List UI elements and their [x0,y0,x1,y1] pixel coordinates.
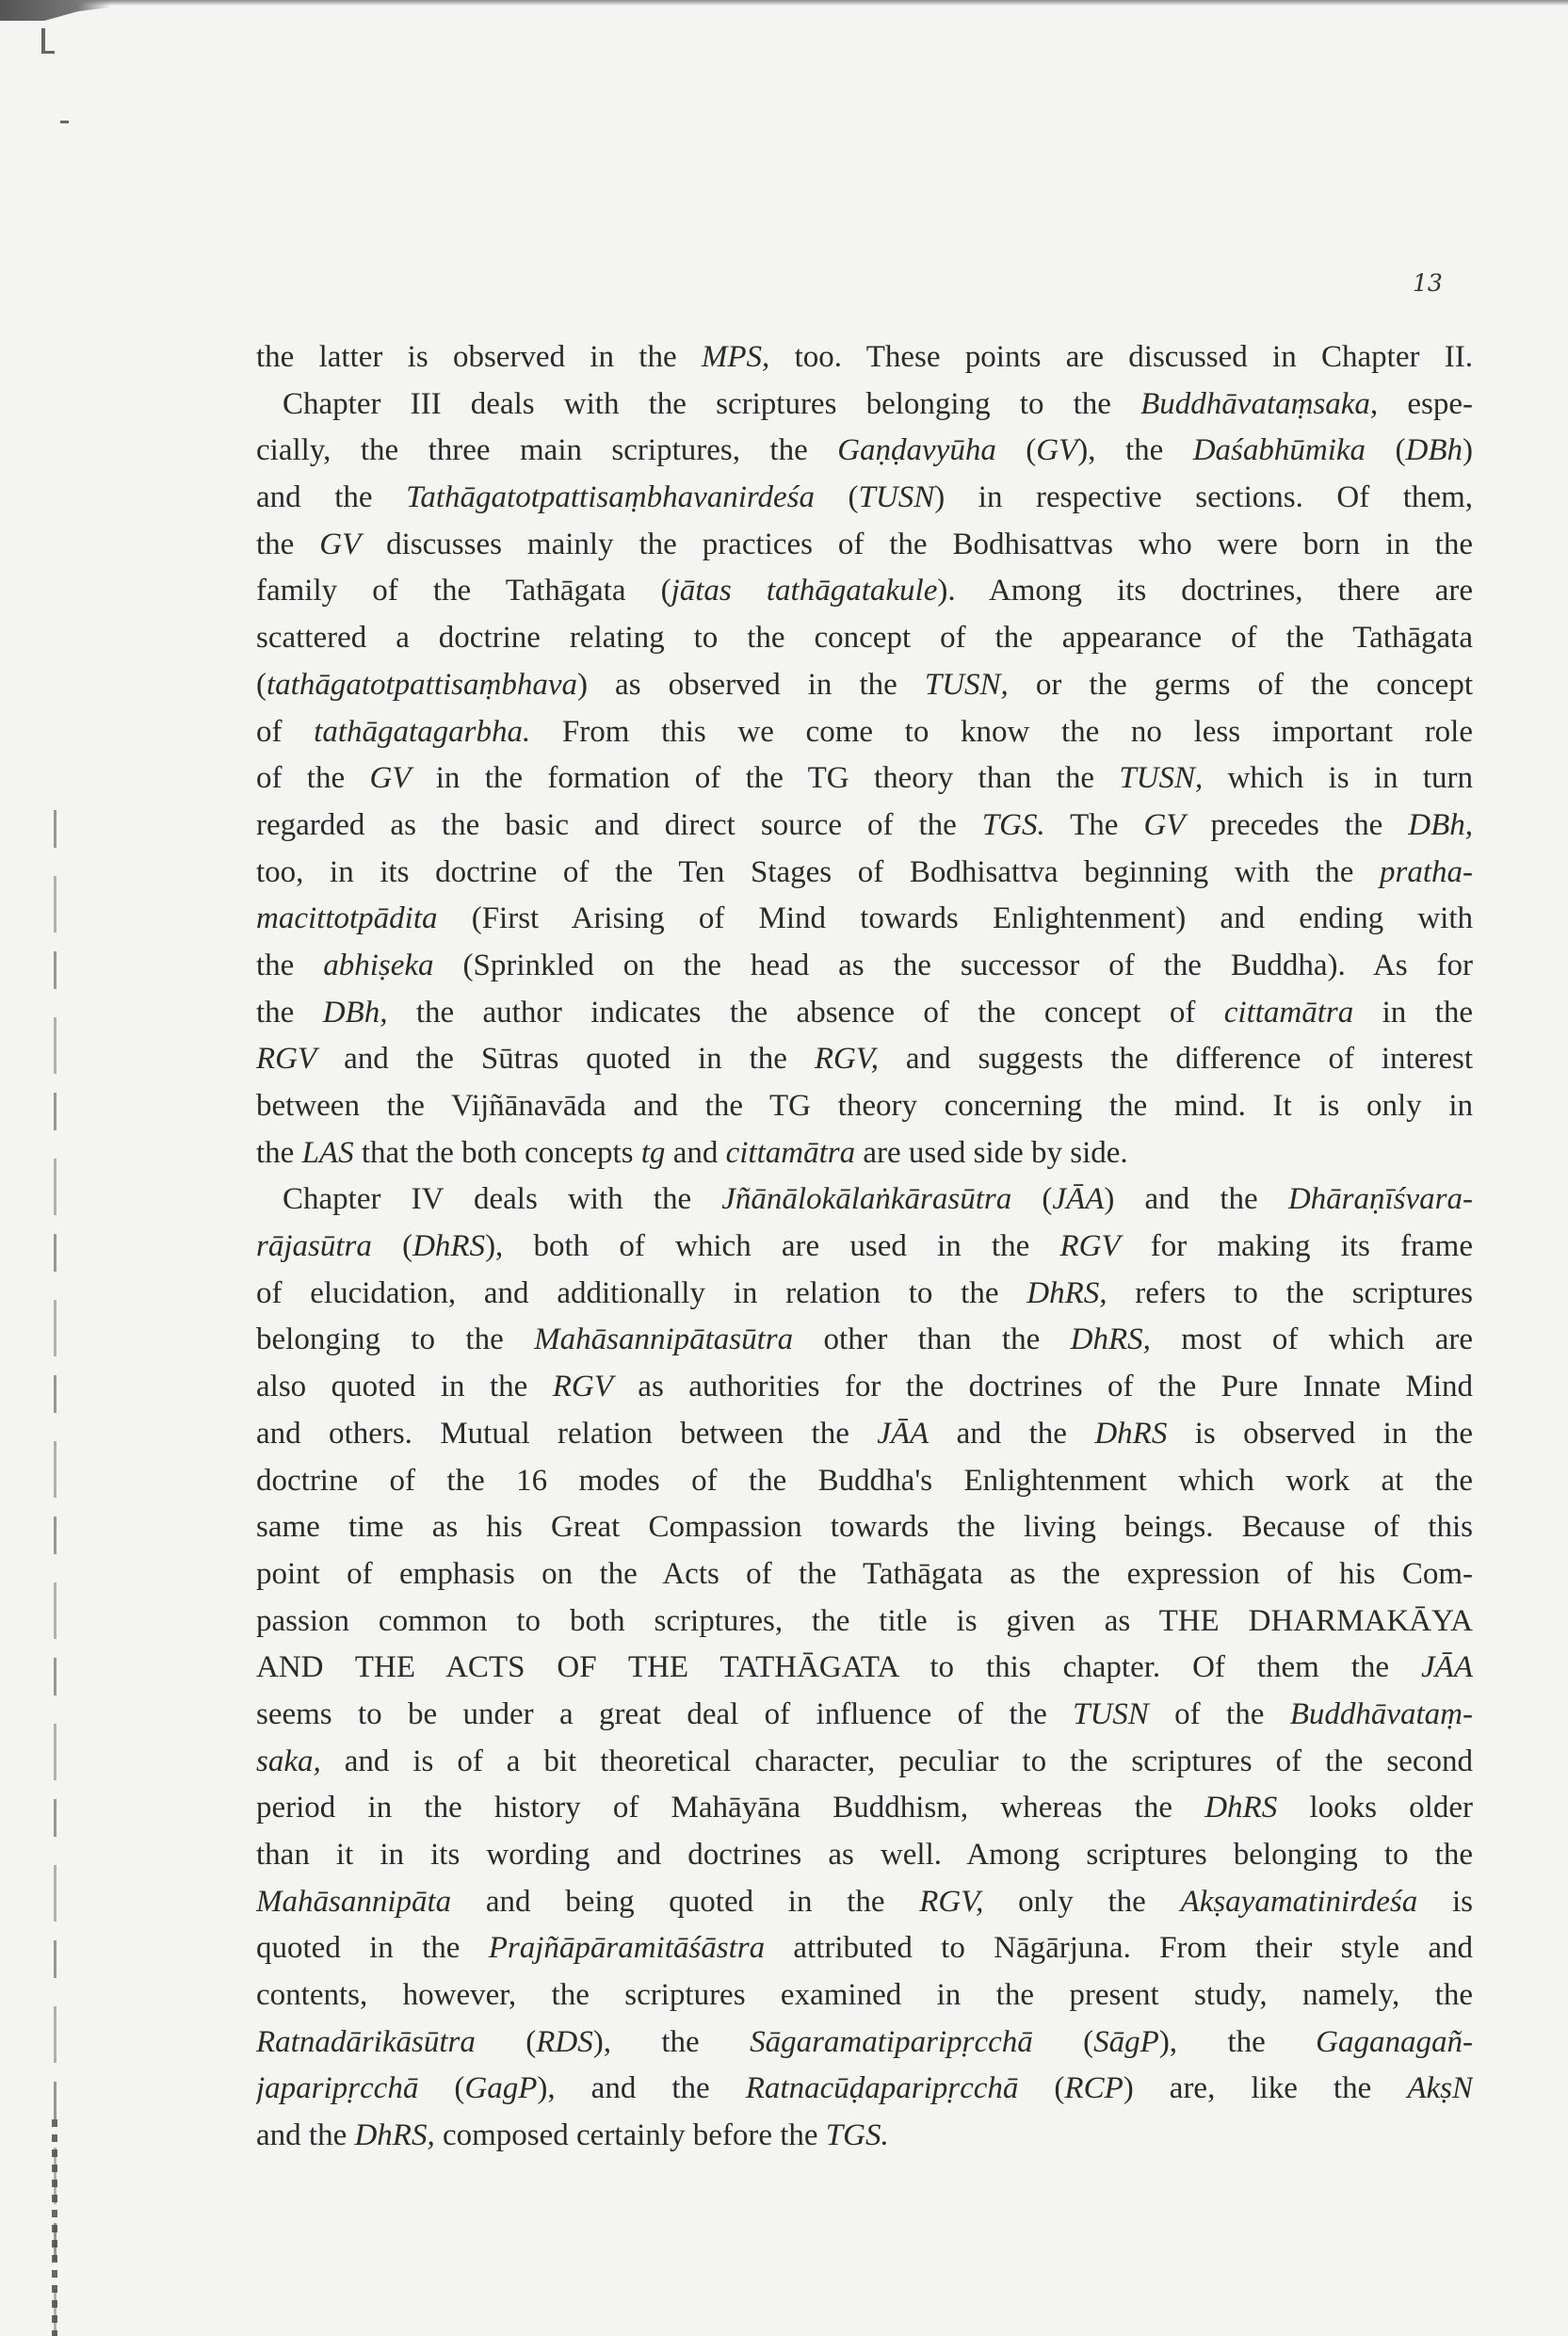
text-line [256,1645,1473,1692]
text-line [256,1411,1473,1458]
text-segment: the author indicates the absence of the concept of [387,995,1224,1030]
text-segment: discusses mainly the practices of the Bodhisattvas who were born in the [361,527,1473,561]
italic-term: JĀA [1421,1650,1473,1685]
text-line [256,1832,1473,1879]
italic-term: GV [1143,807,1186,842]
text-segment: doctrine of the 16 modes of the Buddha's Enlightenment which work at the [256,1463,1473,1498]
text-line [256,1879,1473,1926]
italic-term: Mahāsannipātasūtra [534,1322,794,1357]
text-segment: too. These points are discussed in Chapter II. [769,340,1473,374]
text-segment: precedes the [1185,807,1409,842]
text-segment: ( [1032,2024,1094,2059]
text-segment: and is of a bit theoretical character, peculiar to the scriptures of the second [320,1744,1473,1778]
text-segment: in the [1353,995,1473,1030]
text-segment: belonging to the [256,1322,535,1357]
text-segment: ( [1011,1182,1053,1217]
italic-term: MPS, [701,340,770,374]
text-line [256,2020,1473,2067]
italic-term: RGV, [814,1042,879,1077]
text-segment: contents, however, the scriptures examined in the present study, namely, the [256,1978,1473,2013]
italic-term: TUSN, [924,667,1009,702]
text-segment: ). Among its doctrines, there are [937,574,1473,608]
text-line [256,943,1473,990]
text-line [256,2113,1473,2160]
italic-term: DBh, [322,995,388,1030]
text-segment: composed certainly before the [434,2118,826,2153]
italic-term: cittamātra [725,1135,856,1170]
text-segment: ) and the [1104,1182,1288,1217]
text-line [256,709,1473,756]
italic-term: tathāgatagarbha. [314,714,531,749]
italic-term: Akṣayamatinirdeśa [1180,1884,1418,1919]
text-segment: ( [1366,433,1406,468]
text-segment: between the Vijñānavāda and the TG theory concerning the mind. It is only in [256,1089,1473,1123]
text-line [256,1317,1473,1364]
text-segment: and the [929,1416,1095,1451]
text-segment: period in the history of Mahāyāna Buddhism, whereas the [256,1791,1205,1825]
italic-term: SāgP [1093,2024,1159,2059]
text-segment: of the [1148,1696,1290,1731]
italic-term: abhiṣeka [323,948,434,982]
text-line [256,662,1473,709]
italic-term: RDS [536,2024,593,2059]
italic-term: DhRS [1204,1791,1278,1825]
italic-term: DBh [1405,433,1463,468]
text-segment: ( [371,1229,413,1264]
scan-binding-stitching [52,2119,57,2336]
text-segment: other than the [793,1322,1071,1357]
text-segment: most of which are [1150,1322,1473,1357]
text-segment: is observed in the [1167,1416,1473,1451]
text-line [256,1972,1473,2020]
italic-term: Ratnadārikāsūtra [256,2024,476,2059]
text-segment: ( [1018,2071,1065,2106]
italic-term: Mahāsannipāta [256,1884,452,1919]
text-segment: regarded as the basic and direct source of the [256,807,982,842]
italic-term: DhRS, [354,2118,435,2153]
scan-tick-mark [41,28,45,53]
italic-term: Sāgaramatiparipṛcchā [750,2024,1033,2059]
scan-corner-mark [0,0,111,21]
text-segment: and [665,1135,726,1170]
italic-term: rājasūtra [256,1229,372,1264]
text-segment: ( [475,2024,537,2059]
text-segment: and suggests the difference of interest [878,1042,1473,1077]
text-segment: AND THE ACTS OF THE TATHĀGATA to this chapter. Of them the [256,1650,1422,1685]
text-line [256,1083,1473,1130]
text-segment: in the formation of the TG theory than the [411,761,1120,796]
text-line [256,990,1473,1037]
italic-term: Ratnacūḍaparipṛcchā [745,2071,1019,2106]
italic-term: tg [640,1135,666,1170]
text-segment: The [1044,807,1144,842]
italic-term: AkṣN [1407,2071,1473,2106]
text-segment: ( [256,667,267,702]
italic-term: saka, [256,1744,321,1778]
text-segment: ) as observed in the [577,667,925,702]
scan-binding-shadow [54,810,57,2336]
text-line [256,1504,1473,1551]
text-segment: Chapter III deals with the scriptures belonging to the [283,386,1141,421]
text-segment: are used side by side. [855,1135,1128,1170]
italic-term: Dhāraṇīśvara- [1287,1182,1473,1217]
text-line [256,568,1473,615]
text-segment: From this we come to know the no less important role [530,714,1473,749]
text-segment: (Sprinkled on the head as the successor of the Buddha). As for [433,948,1473,982]
text-segment: ( [995,433,1037,468]
text-segment: ), the [1077,433,1193,468]
italic-term: GagP [464,2071,538,2106]
text-segment: attributed to Nāgārjuna. From their style and [765,1931,1473,1966]
italic-term: TUSN [1073,1696,1149,1731]
text-segment: is [1417,1884,1473,1919]
italic-term: DhRS, [1026,1275,1107,1310]
text-line [256,1785,1473,1832]
text-line [256,1458,1473,1505]
text-segment: than it in its wording and doctrines as well. Among scriptures belonging to the [256,1838,1473,1872]
italic-term: GV [1036,433,1078,468]
text-segment: scattered a doctrine relating to the concept of the appearance of the Tathāgata [256,621,1473,656]
text-segment: ), the [592,2024,751,2059]
italic-term: Prajñāpāramitāśāstra [488,1931,766,1966]
text-line [256,1271,1473,1318]
text-segment: of the [256,761,370,796]
italic-term: japaripṛcchā [256,2071,419,2106]
italic-term: Buddhāvataṃ- [1289,1696,1473,1731]
italic-term: JĀA [877,1416,929,1451]
text-segment: as authorities for the doctrines of the Pure Innate Mind [612,1370,1473,1404]
italic-term: Buddhāvataṃsaka, [1140,386,1379,421]
text-segment: and the Sūtras quoted in the [316,1042,815,1077]
text-line [256,1130,1473,1177]
text-segment: and others. Mutual relation between the [256,1416,878,1451]
text-segment: ), the [1158,2024,1317,2059]
text-segment: seems to be under a great deal of influence of the [256,1696,1074,1731]
italic-term: Tathāgatotpattisaṃbhavanirdeśa [406,480,815,515]
italic-term: tathāgatotpattisaṃbhava [267,667,577,702]
text-segment: or the germs of the concept [1008,667,1473,702]
italic-term: RGV [552,1370,613,1404]
text-segment: ) in respective sections. Of them, [934,480,1473,515]
text-segment: family of the Tathāgata ( [256,574,671,608]
text-segment: and the [256,480,407,515]
text-line [256,475,1473,522]
italic-term: RGV [256,1042,317,1077]
page-number: 13 [1413,269,1443,297]
italic-term: TGS. [981,807,1045,842]
text-segment: of [256,714,315,749]
italic-term: TUSN [858,480,935,515]
text-segment: the [256,995,323,1030]
italic-term: RGV, [919,1884,984,1919]
text-segment: ), and the [537,2071,746,2106]
italic-term: LAS [301,1135,354,1170]
text-segment: of elucidation, and additionally in relation to the [256,1275,1027,1310]
text-segment: ) [1462,433,1473,468]
text-segment: and the [256,2118,355,2153]
text-segment: ( [418,2071,465,2106]
italic-term: TGS. [825,2118,889,2153]
italic-term: RGV [1059,1229,1121,1264]
text-line [256,2066,1473,2113]
text-line [256,755,1473,803]
italic-term: pratha- [1380,854,1473,889]
text-segment: point of emphasis on the Acts of the Tathāgata as the expression of his Com- [256,1556,1473,1591]
text-line [256,1739,1473,1786]
text-segment: espe- [1378,386,1473,421]
italic-term: RCP [1064,2071,1123,2106]
text-segment: which is in turn [1203,761,1473,796]
text-segment: ) are, like the [1123,2071,1408,2106]
text-line [256,1364,1473,1411]
text-line [256,1224,1473,1271]
text-segment: the latter is observed in the [256,340,702,374]
text-line [256,428,1473,475]
italic-term: Gaṇḍavyūha [837,433,996,468]
italic-term: macittotpādita [256,901,438,936]
scan-top-edge [0,0,1568,6]
text-segment: for making its frame [1120,1229,1473,1264]
text-segment: and being quoted in the [451,1884,920,1919]
italic-term: DhRS [412,1229,486,1264]
text-segment: too, in its doctrine of the Ten Stages of Bodhisattva beginning with the [256,854,1380,889]
text-segment: passion common to both scriptures, the title is given as THE DHARMAKĀYA [256,1603,1473,1638]
text-line [256,850,1473,897]
text-segment: the [256,1135,302,1170]
italic-term: Gaganagañ- [1316,2024,1473,2059]
body-text [256,334,1473,2160]
italic-term: Daśabhūmika [1192,433,1366,468]
italic-term: GV [369,761,412,796]
text-segment: quoted in the [256,1931,489,1966]
text-segment: cially, the three main scriptures, the [256,433,838,468]
text-segment: also quoted in the [256,1370,553,1404]
text-segment: ), both of which are used in the [485,1229,1060,1264]
text-segment: refers to the scriptures [1107,1275,1473,1310]
text-line [256,381,1473,429]
text-line [256,1598,1473,1646]
italic-term: TUSN, [1119,761,1204,796]
text-line [256,1036,1473,1083]
text-line [256,803,1473,850]
text-segment: looks older [1277,1791,1473,1825]
italic-term: JĀA [1052,1182,1105,1217]
italic-term: DBh, [1408,807,1473,842]
text-segment: ( [815,480,859,515]
text-line [256,1692,1473,1739]
italic-term: DhRS, [1070,1322,1151,1357]
text-segment: the [256,527,320,561]
text-segment: (First Arising of Mind towards Enlightenment) and ending with [437,901,1473,936]
italic-term: Jñānālokālaṅkārasūtra [721,1182,1012,1217]
text-segment: Chapter IV deals with the [283,1182,722,1217]
text-line [256,615,1473,662]
text-segment: only the [983,1884,1181,1919]
text-line [256,1176,1473,1224]
text-segment: the [256,948,324,982]
scan-tick-mark [41,51,55,54]
italic-term: GV [319,527,362,561]
text-line [256,334,1473,381]
scan-tick-mark [60,121,69,123]
italic-term: jātas tathāgatakule [671,574,938,608]
text-segment: same time as his Great Compassion towards the living beings. Because of this [256,1510,1473,1545]
text-line [256,1551,1473,1598]
text-line [256,522,1473,569]
text-line [256,896,1473,943]
text-segment: that the both concepts [353,1135,641,1170]
italic-term: cittamātra [1223,995,1354,1030]
italic-term: DhRS [1094,1416,1168,1451]
text-line [256,1925,1473,1972]
